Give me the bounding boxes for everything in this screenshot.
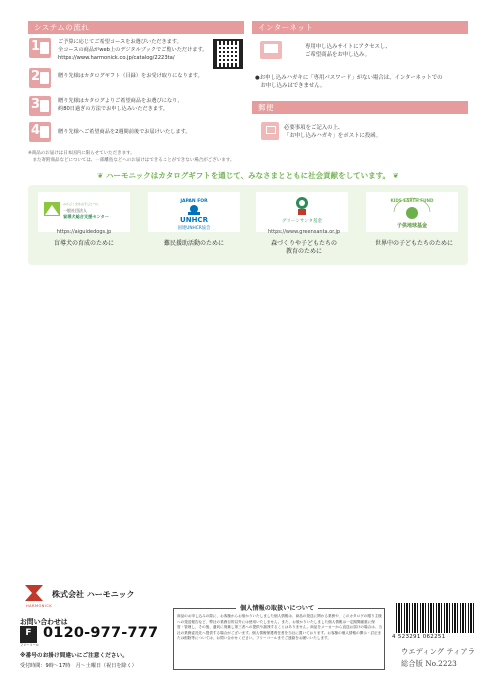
org-caption-guide-dog: 盲導犬の育成のために [53, 240, 114, 247]
step-4-icon: 4 [29, 122, 51, 142]
step-2-icon: 2 [29, 68, 51, 88]
product-name: ウエディング ティアラ [401, 647, 475, 656]
privacy-title: 個人情報の取扱いについて [236, 603, 318, 612]
internet-header: インターネット [252, 21, 468, 34]
step-4-text: 贈り先様へご希望商品を2週間前後でお届けいたします。 [58, 129, 191, 135]
org-card-kids-earth-fund [366, 192, 458, 232]
green-santa-logo [267, 196, 337, 226]
org-url-green-santa[interactable]: https://www.greensanta.or.jp [267, 229, 341, 235]
svg-text:グリーンサンタ基金: グリーンサンタ基金 [281, 219, 323, 224]
product-version: 総合版 No.2223 [401, 659, 457, 668]
qr-code[interactable] [213, 39, 243, 69]
step-3-text: 贈り先様はカタログよりご希望商品をお選びになり、 約80日過ぎの方法でお申し込みいただきます。 [58, 98, 183, 112]
guide-dog-logo [42, 196, 126, 226]
svg-text:みちびく光を必ずひとつに: みちびく光を必ずひとつに [63, 202, 99, 206]
unhcr-logo [164, 196, 224, 230]
svg-text:盲導犬総合支援センター: 盲導犬総合支援センター [63, 214, 109, 219]
phone-number[interactable]: 0120-977-777 [43, 625, 159, 641]
contact-label: お問い合わせは [20, 618, 68, 626]
org-caption-green-santa: 森づくりや子どもたちの 教育のために [270, 240, 337, 255]
svg-text:一般社団法人: 一般社団法人 [63, 208, 87, 213]
svg-text:UNHCR: UNHCR [180, 216, 208, 224]
step-1-text: ご予算に応じてご希望コースをお選びいただきます。 全コースの商品がweb上のデジタルブックでご覧いただけます。 https://www.harmonick.co.jp/catalog/2223ta/ [58, 39, 208, 61]
privacy-text: 商品のお申し込みの際に、お客様からお預かりいたしました個人情報は、商品の発送に関わる業務や、このカタログの贈り主様への発送報告など、弊社の業務目的以外には使用いたしません。また、お預かりいたしました個人情報は一定期間厳重に保管・管理し、その後、適切に廃棄し第三者への提供や漏洩することはありません。商品をメーカーから直送お届けの場合は、当社の業務委託先へ提供する場合がございます。個人情報保護責任者を当社に置いております。お客様の個人情報の開示・訂正または削除等については、お問い合わせください。フリーコールまでご連絡をお願いいたします。 [177, 614, 382, 641]
org-caption-unhcr: 難民援助活動のために [163, 240, 224, 247]
postbox-icon [261, 122, 279, 140]
barcode [396, 603, 475, 633]
contact-note: ※番号のお掛け間違いにご注意ください。 [20, 653, 128, 659]
org-card-unhcr [148, 192, 240, 232]
step-1-icon: 1 [29, 38, 51, 58]
step-2-text: 贈り先様はカタログギフト（目録）をお受け取りになります。 [58, 73, 203, 79]
mail-text: 必要事項をご記入の上、 「お申し込みハガキ」をポストに投函。 [284, 125, 382, 139]
internet-text: 専用申し込みサイトにアクセスし、 ご希望商品をお申し込み。 [305, 44, 391, 58]
mail-header: 郵便 [252, 101, 468, 114]
org-url-guide-dog[interactable]: https://aiguidedogs.jp [56, 229, 112, 235]
contact-hours: 受付時間：9時〜17時 月〜土曜日（祝日を除く） [20, 663, 137, 669]
system-flow-header: システムの流れ [28, 21, 244, 34]
org-card-guide-dog [38, 192, 130, 232]
freedial-icon: F [20, 626, 37, 643]
svg-text:国連UNHCR協会: 国連UNHCR協会 [177, 226, 211, 230]
step-3-icon: 3 [29, 96, 51, 116]
svg-text:JAPAN FOR: JAPAN FOR [180, 199, 208, 204]
sprout-icon: ❦ [389, 171, 399, 180]
sprout-icon: ❦ [97, 171, 107, 180]
company-logo-text: HARMONICK [26, 604, 53, 608]
company-name: 株式会社 ハーモニック [52, 590, 135, 599]
csr-banner: ❦ ハーモニックはカタログギフトを通じて、みなさまとともに社会貢献をしています。 ❦ [97, 171, 399, 180]
org-card-green-santa [256, 192, 348, 232]
footnote-2: また寄附商品などについては、一部離島などへのお届けはできることができない場合がございます。 [28, 158, 235, 163]
svg-text:子供地球基金: 子供地球基金 [396, 223, 428, 229]
catalog-url[interactable]: https://www.harmonick.co.jp/catalog/2223ta/ [58, 55, 175, 61]
kids-earth-fund-logo [382, 196, 442, 230]
internet-note: ●お申し込みハガキに「専用パスワード」がない場合は、インターネットでの お申し込みはできません。 [255, 75, 443, 89]
computer-icon [260, 41, 282, 59]
barcode-number: 4 523291 062251 [392, 634, 446, 640]
svg-text:KIDS EARTH FUND: KIDS EARTH FUND [390, 198, 434, 203]
footnote-1: ※商品のお届けは日本国内に限らせていただきます。 [28, 151, 135, 156]
org-caption-kids-earth-fund: 世界中の子どもたちのために [374, 240, 453, 247]
freedial-label: フリーコール [20, 643, 39, 647]
harmonick-logo [24, 584, 44, 602]
